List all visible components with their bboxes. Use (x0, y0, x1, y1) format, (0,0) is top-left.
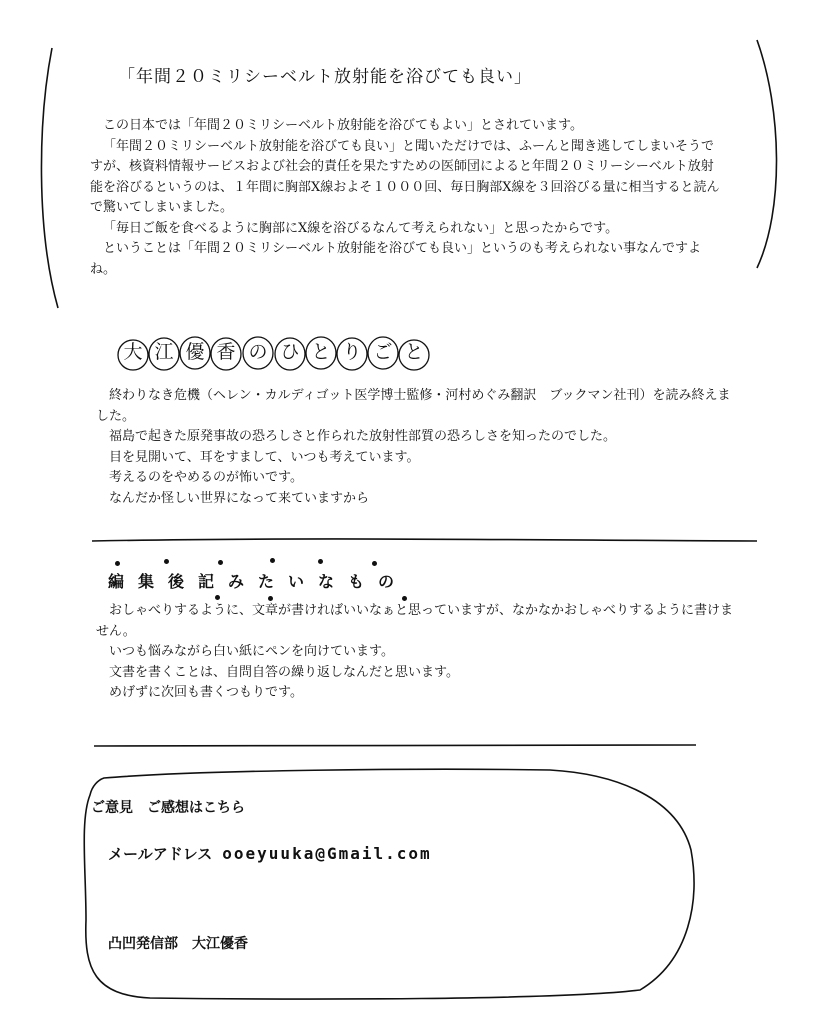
heading-char: と (404, 341, 424, 363)
right-bracket-line (757, 40, 777, 268)
heading-char: い (287, 572, 304, 591)
heading-char: 集 (137, 572, 154, 591)
paragraph: いつも悩みながら白い紙にペンを向けています。 (109, 644, 394, 659)
paragraph: おしゃべりするように、文章が書ければいいなぁと思っていますが、なかなかおしゃべりするように書けません。 (96, 603, 734, 639)
emphasis-dot (270, 558, 275, 563)
heading-char: ご (373, 341, 393, 363)
emphasis-dot (115, 561, 120, 566)
heading-char: り (342, 341, 362, 363)
left-bracket-line (41, 48, 58, 308)
column-body (96, 386, 736, 509)
heading-char: 香 (216, 341, 236, 363)
paragraph: めげずに次回も書くつもりです。 (109, 685, 303, 700)
heading-char: な (317, 572, 334, 591)
heading-char: の (377, 572, 394, 591)
afterword-body (96, 601, 736, 704)
emphasis-dot (164, 559, 169, 564)
heading-char: 編 (107, 572, 124, 591)
paragraph: 福島で起きた原発事故の恐ろしさと作られた放射性部質の恐ろしさを知ったのでした。 (109, 429, 617, 444)
paragraph: 目を見開いて、耳をすまして、いつも考えています。 (109, 449, 420, 465)
paragraph: なんだか怪しい世界になって来ていますから (109, 490, 370, 506)
emphasis-dot (215, 595, 220, 600)
contact-email-row (108, 843, 432, 864)
article-title: 「年間２０ミリシーベルト放射能を浴びても良い」 (118, 67, 532, 87)
divider-line-1 (92, 539, 757, 541)
divider-line-2 (94, 745, 696, 746)
emphasis-dot (318, 559, 323, 564)
emphasis-dot (218, 560, 223, 565)
heading-char: み (227, 572, 244, 591)
email-label: メールアドレス (108, 845, 213, 863)
heading-char: ひ (280, 341, 300, 363)
heading-char: も (347, 572, 364, 591)
heading-char: 優 (185, 341, 205, 363)
paragraph: 「毎日ご飯を食べるように胸部にX線を浴びるなんて考えられない」と思ったからです。 (103, 220, 619, 236)
heading-char: 後 (167, 572, 184, 591)
heading-char: の (248, 341, 268, 363)
signature: 凸凹発信部 大江優香 (108, 936, 248, 952)
paragraph: この日本では「年間２０ミリシーベルト放射能を浴びてもよい」とされています。 (103, 118, 583, 133)
paragraph: 終わりなき危機（ヘレン・カルディゴット医学博士監修・河村めぐみ翻訳 ブックマン社刊）を読み終えました。 (96, 388, 731, 424)
heading-char: と (311, 341, 331, 363)
heading-char: 江 (154, 341, 174, 363)
heading-char: た (257, 572, 274, 591)
paragraph: 考えるのをやめるのが怖いです。 (109, 470, 303, 485)
email-address-link[interactable]: ooeyuuka@Gmail.com (222, 844, 432, 863)
emphasis-dot (372, 561, 377, 566)
paragraph: 「年間２０ミリシーベルト放射能を浴びても良い」と聞いただけでは、ふーんと聞き逃してしまいそうですが、核資料情報サービスおよび社会的責任を果たすための医師団によると年間２０ミリーシーベルト放射能を浴びるというのは、１年間に胸部X線およそ１０００回、毎日胸部X線を３回浴びる量に相当すると読んで驚いてしまいました。 (90, 138, 720, 215)
heading-char: 記 (197, 572, 214, 591)
article-body (90, 116, 726, 280)
paragraph: ということは「年間２０ミリシーベルト放射能を浴びても良い」というのも考えられない事なんですよね。 (90, 241, 702, 277)
contact-heading: ご意見 ご感想はこちら (91, 800, 245, 816)
heading-char: 大 (123, 341, 143, 363)
paragraph: 文書を書くことは、自問自答の繰り返しなんだと思います。 (109, 664, 459, 680)
